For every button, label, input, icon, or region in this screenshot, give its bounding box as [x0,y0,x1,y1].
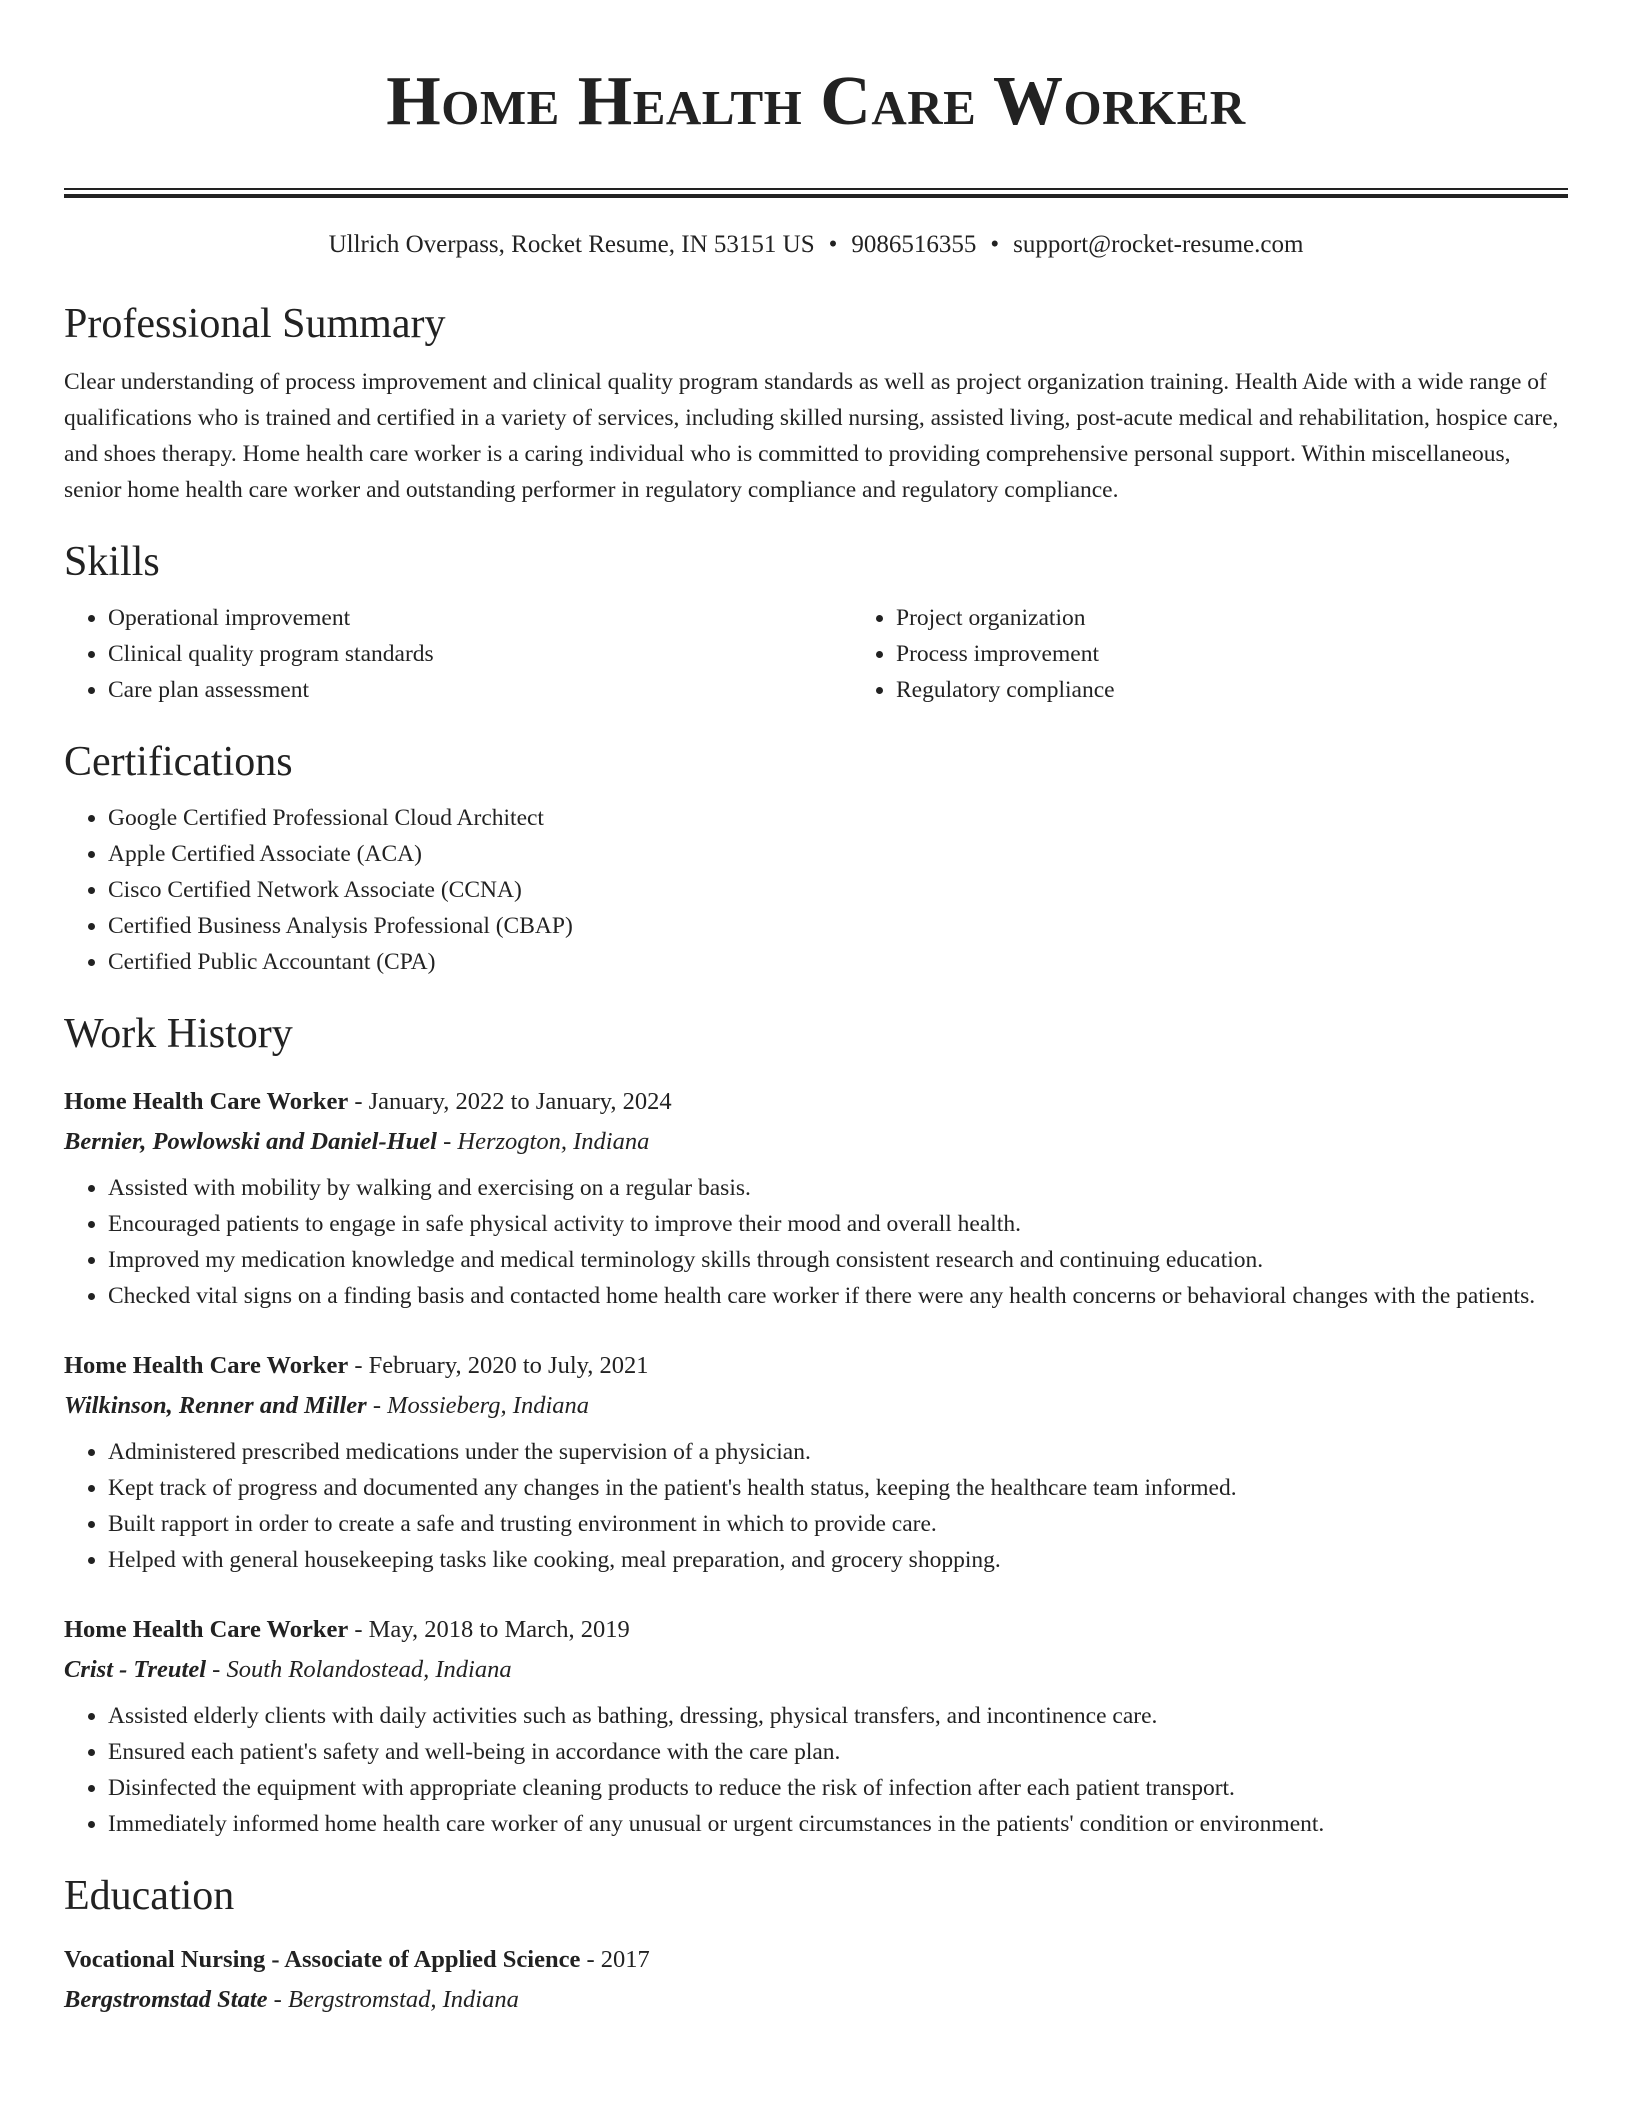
job-dash: - [206,1656,227,1683]
job-bullet: • Immediately informed home health care worker of any unusual or urgent circumstances in the patients' condition or environment. [108,1806,1568,1842]
job-title-line [64,1610,1568,1650]
job-entry [64,1082,1568,1314]
job-entry [64,1346,1568,1578]
job-location: Herzogton, Indiana [457,1128,650,1155]
job-location: Mossieberg, Indiana [387,1392,589,1419]
certification-item: • Certified Public Accountant (CPA) [108,944,1568,980]
education-entry [64,1940,1568,2020]
education-year: 2017 [600,1946,650,1973]
job-title-line [64,1346,1568,1386]
summary-text: Clear understanding of process improvement and clinical quality program standards as well as project organization training. Health Aide with a wide range of qualifications who is trained and certified in a variety of services, including skilled nursing, assisted living, post-acute medical and rehabilitation, hospice care, and shoes therapy. Home health care worker is a caring individual who is committed to providing comprehensive personal support. Within miscellaneous, senior home health care worker and outstanding performer in regulatory compliance and regulatory compliance. [64,369,1559,503]
job-title: Home Health Care Worker [64,1616,349,1643]
resume-title: Home Health Care Worker [386,63,1246,140]
job-location: South Rolandostead, Indiana [226,1656,512,1683]
contact-separator: • [990,231,1000,258]
job-bullet: • Encouraged patients to engage in safe physical activity to improve their mood and overall health. [108,1206,1568,1242]
education-degree: Vocational Nursing - Associate of Applied Science [64,1946,581,1973]
job-dates: May, 2018 to March, 2019 [368,1616,630,1643]
skill-item: • Clinical quality program standards [108,636,852,672]
education-heading: Education [64,1873,235,1919]
certification-item: • Cisco Certified Network Associate (CCNA) [108,872,1568,908]
job-dash: - [366,1392,388,1419]
certifications-list [64,800,1568,980]
certification-item: • Certified Business Analysis Professional (CBAP) [108,908,1568,944]
contact-phone: 9086516355 [851,231,977,258]
skill-item: • Process improvement [896,636,1568,672]
certification-item: • Google Certified Professional Cloud Architect [108,800,1568,836]
education-location: Bergstromstad, Indiana [287,1986,519,2013]
certifications-heading: Certifications [64,739,293,785]
job-dash: - [348,1352,369,1379]
skill-item: • Project organization [896,600,1568,636]
job-company-line [64,1650,1568,1690]
job-company: Crist - Treutel [64,1656,207,1683]
certification-item: • Apple Certified Associate (ACA) [108,836,1568,872]
skills-column-right [852,600,1568,708]
job-title-line [64,1082,1568,1122]
job-dash: - [437,1128,458,1155]
job-title: Home Health Care Worker [64,1088,349,1115]
education-degree-line [64,1940,1568,1980]
job-bullet: • Checked vital signs on a finding basis and contacted home health care worker if there were any health concerns or behavioral changes with the patients. [108,1278,1568,1314]
work-history-heading: Work History [64,1011,293,1057]
summary-heading: Professional Summary [64,301,446,347]
skills-list [64,600,1568,708]
title-divider [64,188,1568,198]
job-bullets [64,1170,1568,1314]
job-bullet: • Administered prescribed medications under the supervision of a physician. [108,1434,1568,1470]
skills-column-left [64,600,852,708]
job-dates: January, 2022 to January, 2024 [368,1088,672,1115]
contact-line [64,228,1568,262]
job-bullet: • Ensured each patient's safety and well-being in accordance with the care plan. [108,1734,1568,1770]
skill-item: • Regulatory compliance [896,672,1568,708]
job-entry [64,1610,1568,1842]
job-dash: - [348,1616,369,1643]
job-bullets [64,1434,1568,1578]
job-bullet: • Assisted elderly clients with daily activities such as bathing, dressing, physical transfers, and incontinence care. [108,1698,1568,1734]
skill-item: • Care plan assessment [108,672,852,708]
contact-email: support@rocket-resume.com [1013,231,1304,258]
job-company-line [64,1122,1568,1162]
job-company: Wilkinson, Renner and Miller [64,1392,367,1419]
job-bullet: • Kept track of progress and documented any changes in the patient's health status, keeping the healthcare team informed. [108,1470,1568,1506]
job-bullet: • Improved my medication knowledge and medical terminology skills through consistent research and continuing education. [108,1242,1568,1278]
job-company-line [64,1386,1568,1426]
education-school-line [64,1980,1568,2020]
job-bullet: • Built rapport in order to create a safe and trusting environment in which to provide care. [108,1506,1568,1542]
job-bullets [64,1698,1568,1842]
skill-item: • Operational improvement [108,600,852,636]
job-bullet: • Disinfected the equipment with appropriate cleaning products to reduce the risk of infection after each patient transport. [108,1770,1568,1806]
job-company: Bernier, Powlowski and Daniel-Huel [64,1128,437,1155]
job-bullet: • Assisted with mobility by walking and exercising on a regular basis. [108,1170,1568,1206]
job-dash: - [348,1088,369,1115]
skills-heading: Skills [64,539,160,585]
job-title: Home Health Care Worker [64,1352,349,1379]
job-dates: February, 2020 to July, 2021 [368,1352,649,1379]
contact-separator: • [828,231,838,258]
job-bullet: • Helped with general housekeeping tasks like cooking, meal preparation, and grocery shopping. [108,1542,1568,1578]
education-dash: - [580,1946,601,1973]
education-school: Bergstromstad State [64,1986,268,2013]
contact-address: Ullrich Overpass, Rocket Resume, IN 53151 US [328,231,815,258]
education-dash: - [267,1986,288,2013]
